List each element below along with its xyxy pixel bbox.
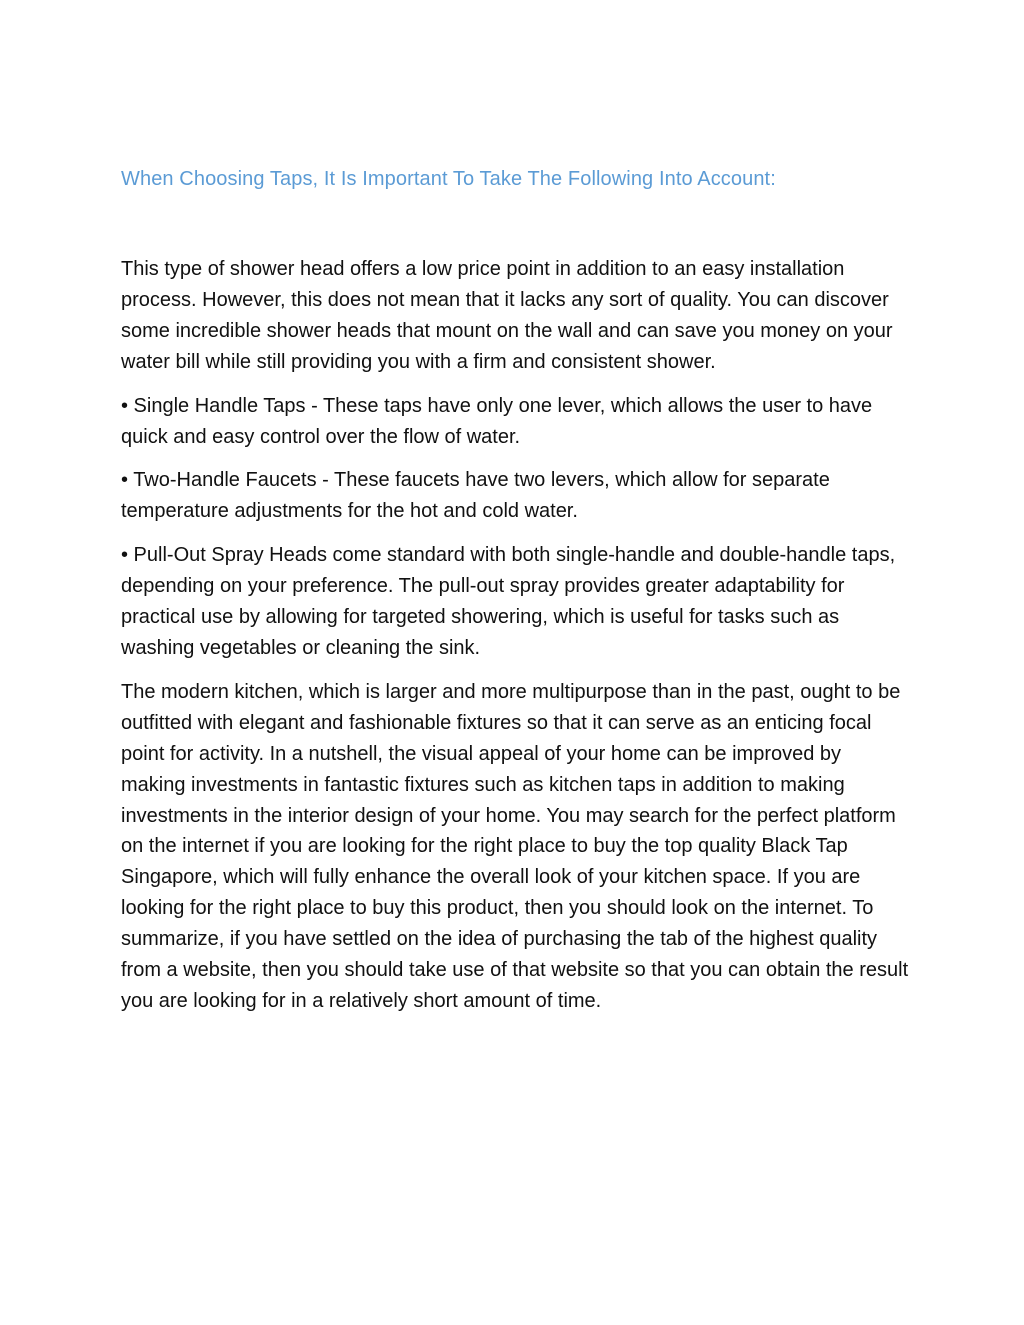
list-item-single-handle-taps: • Single Handle Taps - These taps have only one lever, which allows the user to have quick and easy control over the flow of water.	[121, 394, 873, 448]
paragraph-shower-head-intro: This type of shower head offers a low price point in addition to an easy installation process. However, this does not mean that it lacks any sort of quality. You can discover some incredible shower heads that mount on the wall and can save you money on your water bill while still providing you with a firm and consistent shower.	[121, 258, 893, 373]
document-heading: When Choosing Taps, It Is Important To Take The Following Into Account:	[121, 168, 776, 190]
document-content	[121, 164, 911, 1030]
document-body	[121, 254, 911, 1017]
list-item-pull-out-spray-heads: • Pull-Out Spray Heads come standard with both single-handle and double-handle taps, depending on your preference. The pull-out spray provides greater adaptability for practical use by allowing for targeted showering, which is useful for tasks such as washing vegetables or cleaning the sink.	[121, 544, 896, 659]
list-item-two-handle-faucets: • Two-Handle Faucets - These faucets have two levers, which allow for separate temperature adjustments for the hot and cold water.	[121, 469, 830, 523]
paragraph-modern-kitchen: The modern kitchen, which is larger and more multipurpose than in the past, ought to be outfitted with elegant and fashionable fixtures so that it can serve as an enticing focal point for activity. In a nutshell, the visual appeal of your home can be improved by making investments in fantastic fixtures such as kitchen taps in addition to making investments in the interior design of your home. You may search for the perfect platform on the internet if you are looking for the right place to buy the top quality Black Tap Singapore, which will fully enhance the overall look of your kitchen space. If you are looking for the right place to buy this product, then you should look on the internet. To summarize, if you have settled on the idea of purchasing the tab of the highest quality from a website, then you should take use of that website so that you can obtain the result you are looking for in a relatively short amount of time.	[121, 680, 909, 1012]
